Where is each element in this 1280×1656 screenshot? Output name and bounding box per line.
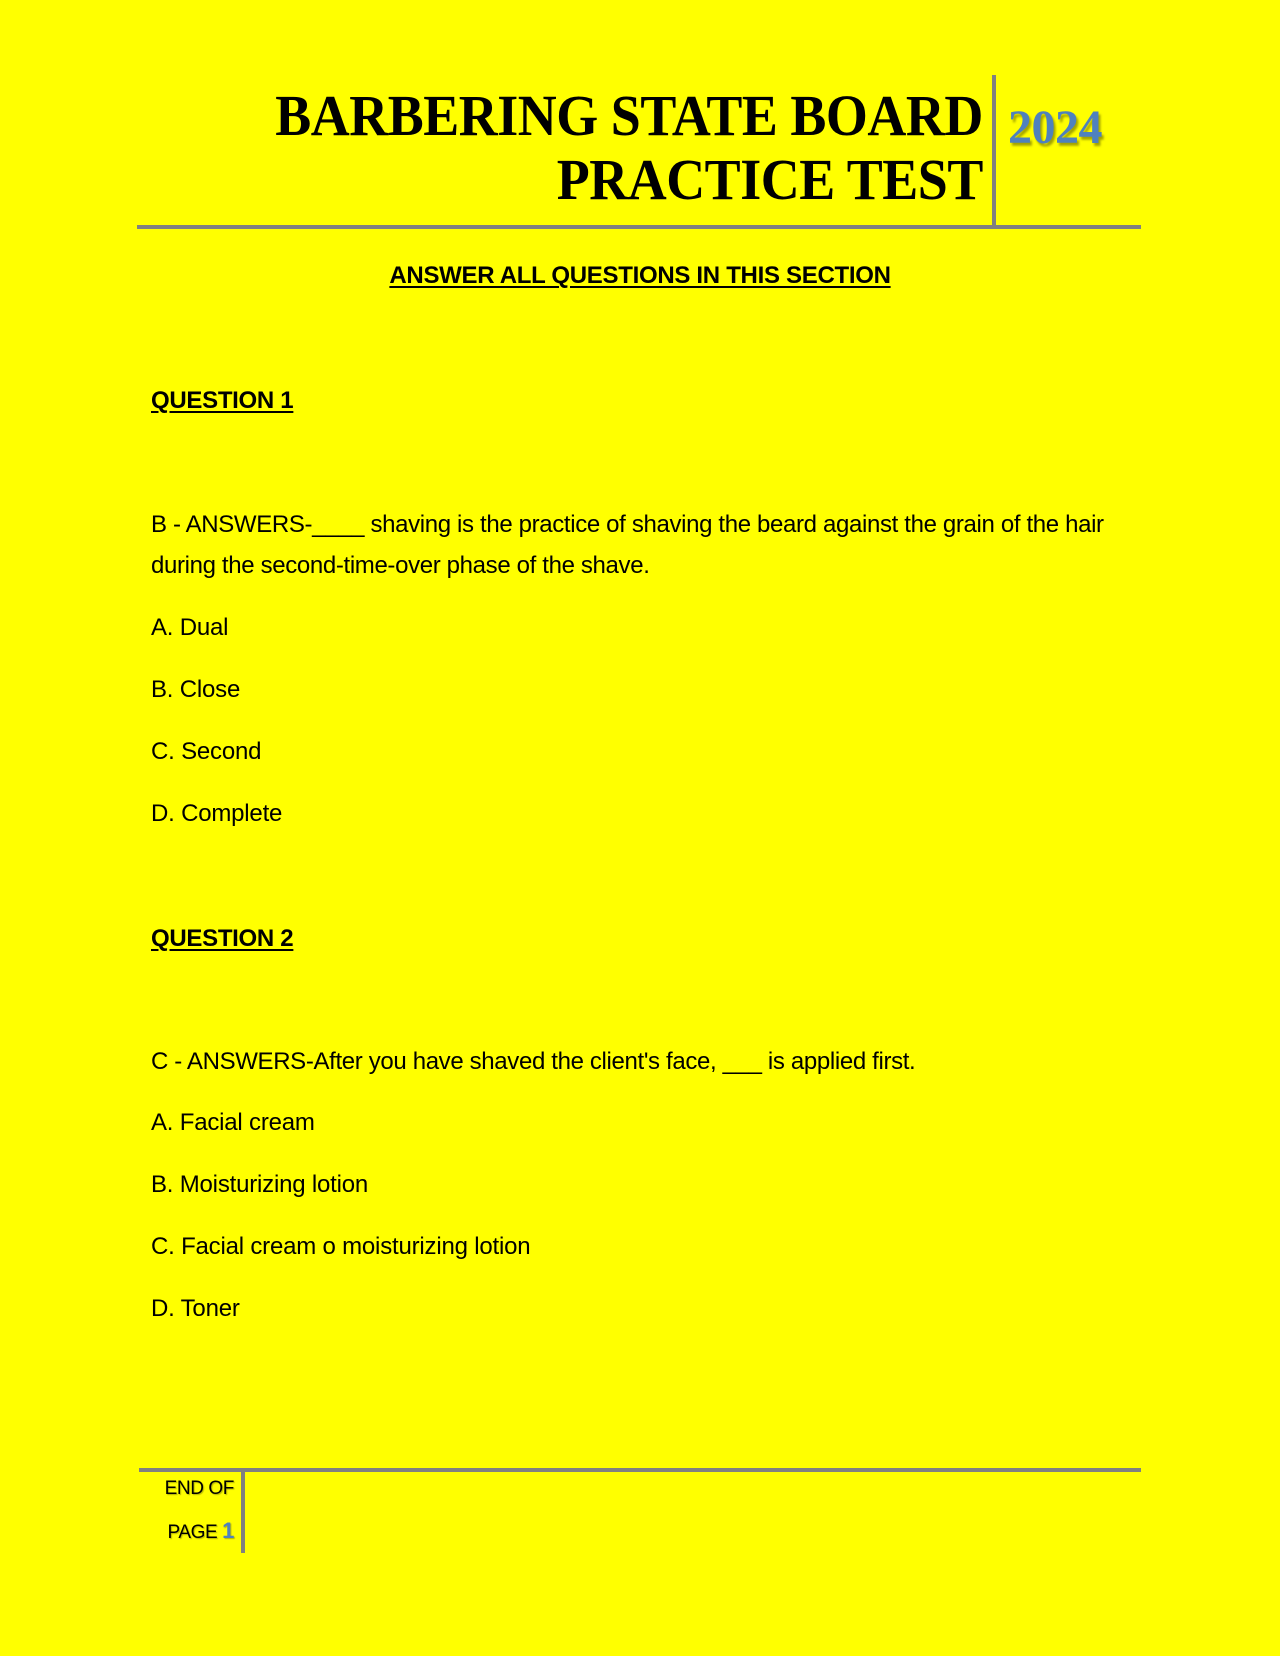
question-2-text: C - ANSWERS-After you have shaved the client's face, ___ is applied first. [151,1048,916,1075]
footer-divider [241,1470,245,1553]
section-heading: ANSWER ALL QUESTIONS IN THIS SECTION [389,262,891,289]
footer-page-label [167,1518,234,1544]
question-1-option-d: D. Complete [151,800,283,827]
title-line-1: BARBERING STATE BOARD [275,83,983,148]
header-rule [137,225,1141,229]
question-1-option-c: C. Second [151,738,262,765]
question-2-heading: QUESTION 2 [151,925,294,952]
question-2-option-a: A. Facial cream [151,1109,315,1136]
page-number: 1 [222,1518,234,1543]
question-1-heading: QUESTION 1 [151,387,294,414]
footer-page-word: PAGE [167,1522,218,1543]
year-label: 2024 [1008,101,1102,154]
question-1-text: B - ANSWERS-____ shaving is the practice of shaving the beard against the grain of the hair during the second-time-over phase of the shave. [151,511,1104,579]
question-2-option-d: D. Toner [151,1295,240,1322]
question-2-option-c: C. Facial cream o moisturizing lotion [151,1233,531,1260]
question-2-option-b: B. Moisturizing lotion [151,1171,369,1198]
question-1-option-a: A. Dual [151,614,229,641]
question-1-option-b: B. Close [151,676,241,703]
title-line-2: PRACTICE TEST [556,147,983,212]
footer-rule [139,1468,1141,1472]
document-title [275,84,983,212]
header-divider [992,75,996,227]
footer-end-of: END OF [164,1478,234,1499]
